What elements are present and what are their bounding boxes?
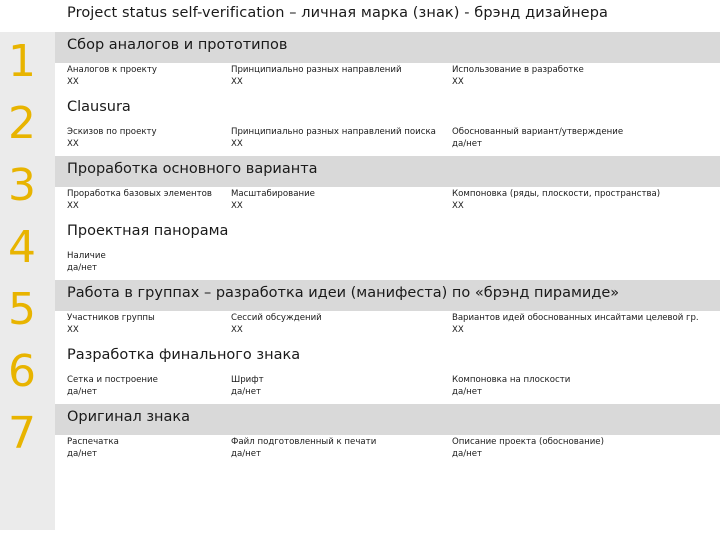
metric-value: XX [67, 76, 79, 87]
phase-6-title: Разработка финального знака [67, 347, 301, 363]
metric-label: Распечатка [67, 437, 119, 447]
metric-label: Аналогов к проекту [67, 65, 157, 75]
phase-7-number: 7 [8, 408, 36, 459]
metric-value: XX [231, 138, 243, 149]
phase-5-metric-1 [67, 313, 155, 336]
metric-label: Сетка и построение [67, 375, 158, 385]
phase-3-metric-3 [452, 189, 660, 212]
page-title: Project status self-verification – личная марка (знак) - брэнд дизайнера [67, 5, 608, 21]
metric-label: Эскизов по проекту [67, 127, 157, 137]
metric-value: да/нет [67, 262, 98, 273]
phase-3-metric-2 [231, 189, 315, 212]
metric-value: XX [231, 200, 243, 211]
phase-3-number: 3 [8, 160, 36, 211]
phase-2-metric-2 [231, 127, 436, 150]
metric-label: Файл подготовленный к печати [231, 437, 377, 447]
metric-value: да/нет [452, 138, 483, 149]
phase-4-metric-1 [67, 251, 106, 274]
phase-2-number: 2 [8, 98, 36, 149]
metric-label: Описание проекта (обоснование) [452, 437, 604, 447]
metric-value: XX [452, 76, 464, 87]
metric-label: Компоновка на плоскости [452, 375, 571, 385]
metric-value: да/нет [67, 448, 98, 459]
phase-3-metric-1 [67, 189, 212, 212]
metric-label: Обоснованный вариант/утверждение [452, 127, 624, 137]
phase-5-number: 5 [8, 284, 36, 335]
phase-7 [8, 404, 720, 466]
phase-2 [8, 94, 720, 156]
phase-7-metric-1 [67, 437, 119, 460]
metric-label: Наличие [67, 251, 106, 261]
metric-label: Масштабирование [231, 189, 315, 199]
metric-value: XX [67, 200, 79, 211]
phase-2-title: Clausura [67, 99, 131, 115]
phase-1 [8, 32, 720, 94]
phase-2-metric-3 [452, 127, 623, 150]
metric-label: Сессий обсуждений [231, 313, 322, 323]
metric-label: Использование в разработке [452, 65, 584, 75]
metric-label: Принципиально разных направлений поиска [231, 127, 436, 137]
metric-value: да/нет [231, 386, 262, 397]
metric-value: XX [231, 76, 243, 87]
metric-value: да/нет [67, 386, 98, 397]
phase-6-metric-1 [67, 375, 158, 398]
phase-6 [8, 342, 720, 404]
phase-2-metric-1 [67, 127, 157, 150]
phase-4-number: 4 [8, 222, 36, 273]
phase-3-title: Проработка основного варианта [67, 161, 318, 177]
metric-label: Вариантов идей обоснованных инсайтами целевой гр. [452, 313, 699, 323]
metric-label: Проработка базовых элементов [67, 189, 212, 199]
phase-4-title: Проектная панорама [67, 223, 229, 239]
metric-value: XX [67, 324, 79, 335]
metric-value: да/нет [231, 448, 262, 459]
metric-label: Участников группы [67, 313, 155, 323]
metric-value: XX [452, 324, 464, 335]
phase-1-title: Сбор аналогов и прототипов [67, 37, 288, 53]
phase-3 [8, 156, 720, 218]
phase-7-title: Оригинал знака [67, 409, 191, 425]
phase-7-metric-3 [452, 437, 604, 460]
phase-6-number: 6 [8, 346, 36, 397]
metric-label: Принципиально разных направлений [231, 65, 402, 75]
phase-1-metric-2 [231, 65, 402, 88]
metric-value: XX [67, 138, 79, 149]
metric-value: XX [452, 200, 464, 211]
metric-value: XX [231, 324, 243, 335]
phase-1-metric-1 [67, 65, 157, 88]
phase-5 [8, 280, 720, 342]
metric-label: Шрифт [231, 375, 264, 385]
phase-2-band [55, 94, 720, 125]
metric-value: да/нет [452, 386, 483, 397]
phase-1-number: 1 [8, 36, 36, 87]
phase-5-metric-2 [231, 313, 322, 336]
metric-value: да/нет [452, 448, 483, 459]
phase-5-metric-3 [452, 313, 699, 336]
phase-4 [8, 218, 720, 280]
phase-5-title: Работа в группах – разработка идеи (манифеста) по «брэнд пирамиде» [67, 285, 620, 301]
phase-7-metric-2 [231, 437, 376, 460]
metric-label: Компоновка (ряды, плоскости, пространства) [452, 189, 661, 199]
phase-6-metric-2 [231, 375, 264, 398]
phase-6-metric-3 [452, 375, 570, 398]
phase-1-metric-3 [452, 65, 584, 88]
